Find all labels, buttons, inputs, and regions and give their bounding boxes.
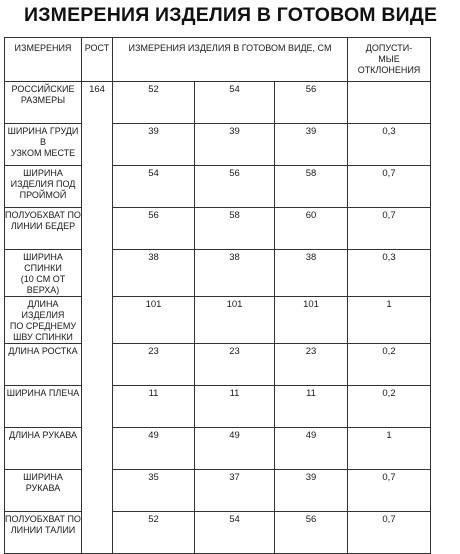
tolerance-value: 1	[348, 427, 431, 469]
measurement-label: ШИРИНА ГРУДИ В УЗКОМ МЕСТЕ	[5, 124, 82, 166]
size-value-3: 56	[275, 82, 348, 124]
header-tolerance: ДОПУСТИ- МЫЕ ОТКЛОНЕНИЯ	[348, 38, 431, 82]
size-value-1: 56	[113, 208, 195, 250]
size-value-3: 58	[275, 166, 348, 208]
size-value-3: 56	[275, 511, 348, 553]
size-value-1: 39	[113, 124, 195, 166]
size-value-2: 58	[195, 208, 275, 250]
size-value-2: 56	[195, 166, 275, 208]
size-value-1: 38	[113, 250, 195, 297]
size-value-1: 11	[113, 385, 195, 427]
size-value-2: 54	[195, 82, 275, 124]
size-value-1: 49	[113, 427, 195, 469]
header-growth: РОСТ	[82, 38, 113, 82]
table-row	[5, 511, 431, 553]
measurement-label: ШИРИНА РУКАВА	[5, 469, 82, 511]
table-header-row	[5, 38, 431, 82]
size-value-1: 54	[113, 166, 195, 208]
size-value-1: 52	[113, 82, 195, 124]
size-value-3: 39	[275, 469, 348, 511]
table-row	[5, 208, 431, 250]
measurement-label: РОССИЙСКИЕ РАЗМЕРЫ	[5, 82, 82, 124]
header-measurements: ИЗМЕРЕНИЯ	[5, 38, 82, 82]
table-row	[5, 296, 431, 343]
tolerance-value: 1	[348, 296, 431, 343]
page-title: ИЗМЕРЕНИЯ ИЗДЕЛИЯ В ГОТОВОМ ВИДЕ	[24, 4, 438, 26]
tolerance-value: 0,3	[348, 124, 431, 166]
size-value-2: 54	[195, 511, 275, 553]
measurement-label: ДЛИНА РОСТКА	[5, 343, 82, 385]
size-value-1: 35	[113, 469, 195, 511]
size-value-2: 23	[195, 343, 275, 385]
tolerance-value: 0,7	[348, 208, 431, 250]
tolerance-value: 0,3	[348, 250, 431, 297]
measurement-label: ШИРИНА ПЛЕЧА	[5, 385, 82, 427]
tolerance-value: 0,7	[348, 469, 431, 511]
measurement-label: ПОЛУОБХВАТ ПО ЛИНИИ ТАЛИИ	[5, 511, 82, 553]
table-row	[5, 166, 431, 208]
size-value-3: 38	[275, 250, 348, 297]
table-body	[5, 82, 431, 554]
growth-value: 164	[82, 82, 113, 554]
measurement-label: ДЛИНА ИЗДЕЛИЯ ПО СРЕДНЕМУ ШВУ СПИНКИ	[5, 296, 82, 343]
size-value-3: 23	[275, 343, 348, 385]
measurement-label: ПОЛУОБХВАТ ПО ЛИНИИ БЕДЕР	[5, 208, 82, 250]
size-value-2: 39	[195, 124, 275, 166]
tolerance-value	[348, 82, 431, 124]
size-value-2: 49	[195, 427, 275, 469]
size-value-1: 23	[113, 343, 195, 385]
tolerance-value: 0,2	[348, 343, 431, 385]
size-value-3: 60	[275, 208, 348, 250]
size-value-2: 37	[195, 469, 275, 511]
tolerance-value: 0,7	[348, 166, 431, 208]
tolerance-value: 0,7	[348, 511, 431, 553]
measurements-table	[4, 37, 431, 554]
table-row	[5, 343, 431, 385]
table-row	[5, 427, 431, 469]
size-value-3: 101	[275, 296, 348, 343]
size-value-3: 11	[275, 385, 348, 427]
measurement-label: ШИРИНА СПИНКИ (10 СМ ОТ ВЕРХА)	[5, 250, 82, 297]
measurement-label: ДЛИНА РУКАВА	[5, 427, 82, 469]
size-value-3: 39	[275, 124, 348, 166]
size-value-1: 101	[113, 296, 195, 343]
size-value-1: 52	[113, 511, 195, 553]
size-value-2: 101	[195, 296, 275, 343]
table-row	[5, 385, 431, 427]
table-row	[5, 82, 431, 124]
header-finished-measurements: ИЗМЕРЕНИЯ ИЗДЕЛИЯ В ГОТОВОМ ВИДЕ, СМ	[113, 38, 348, 82]
tolerance-value: 0,2	[348, 385, 431, 427]
size-value-2: 38	[195, 250, 275, 297]
table-row	[5, 124, 431, 166]
measurement-label: ШИРИНА ИЗДЕЛИЯ ПОД ПРОЙМОЙ	[5, 166, 82, 208]
table-row	[5, 469, 431, 511]
size-value-2: 11	[195, 385, 275, 427]
size-value-3: 49	[275, 427, 348, 469]
table-row	[5, 250, 431, 297]
